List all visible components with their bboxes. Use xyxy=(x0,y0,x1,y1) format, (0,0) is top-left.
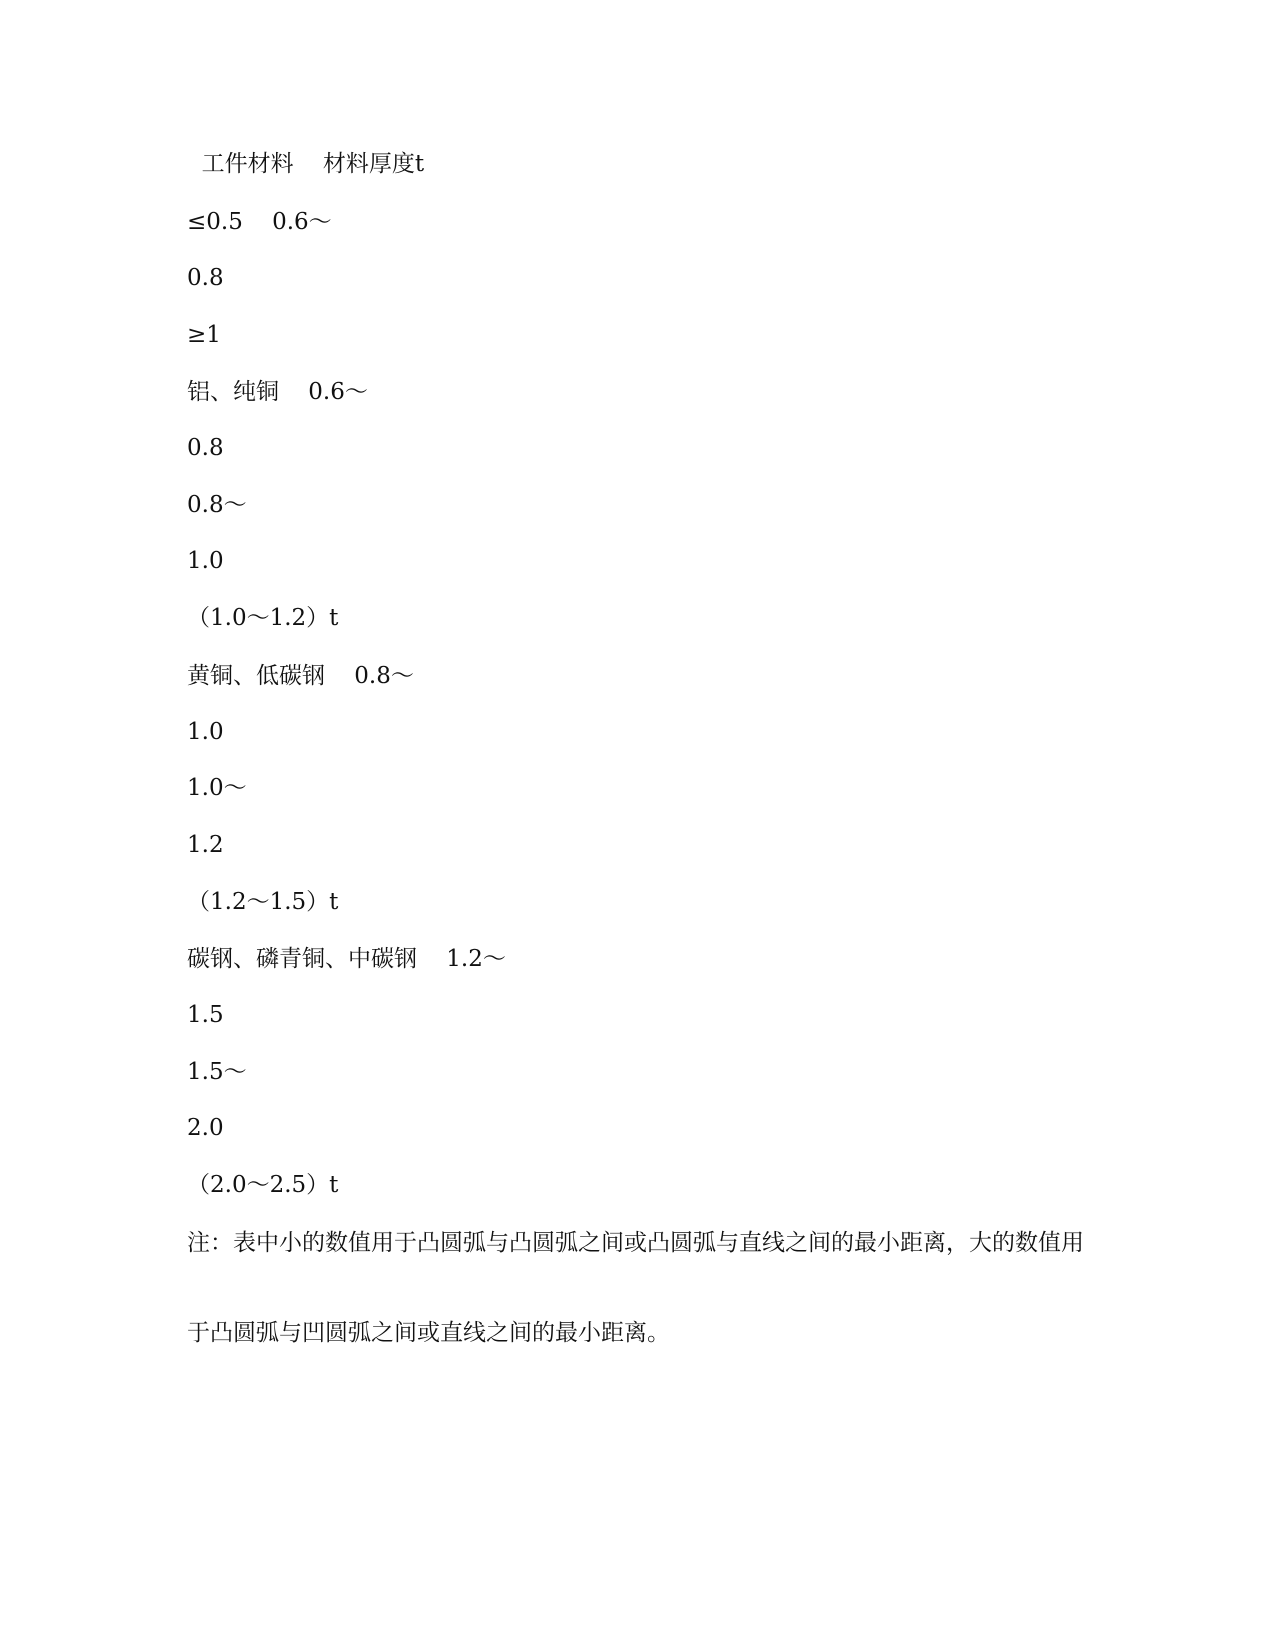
text-line: 0.8～ xyxy=(187,492,247,518)
text-line: 1.2 xyxy=(187,832,224,858)
header-line: 工件材料 材料厚度t xyxy=(187,151,425,177)
text-line: 2.0 xyxy=(187,1115,224,1141)
text-line: 1.0 xyxy=(187,548,224,574)
text-line: ≥1 xyxy=(187,322,221,348)
text-line: （1.2～1.5）t xyxy=(187,889,339,915)
text-line: 碳钢、磷青铜、中碳钢 1.2～ xyxy=(187,946,506,972)
text-line: 1.5～ xyxy=(187,1059,247,1085)
footnote-continuation: 于凸圆弧与凹圆弧之间或直线之间的最小距离。 xyxy=(187,1320,670,1346)
text-line: 1.0～ xyxy=(187,775,247,801)
footnote: 注：表中小的数值用于凸圆弧与凸圆弧之间或凸圆弧与直线之间的最小距离，大的数值用 xyxy=(187,1230,1084,1256)
text-line: 0.8 xyxy=(187,265,224,291)
text-line: 黄铜、低碳钢 0.8～ xyxy=(187,663,414,689)
text-line: 1.5 xyxy=(187,1002,224,1028)
text-line: （1.0～1.2）t xyxy=(187,605,339,631)
text-line: （2.0～2.5）t xyxy=(187,1172,339,1198)
text-line: 铝、纯铜 0.6～ xyxy=(187,379,368,405)
text-line: 1.0 xyxy=(187,719,224,745)
text-line: ≤0.5 0.6～ xyxy=(187,209,332,235)
text-line: 0.8 xyxy=(187,435,224,461)
